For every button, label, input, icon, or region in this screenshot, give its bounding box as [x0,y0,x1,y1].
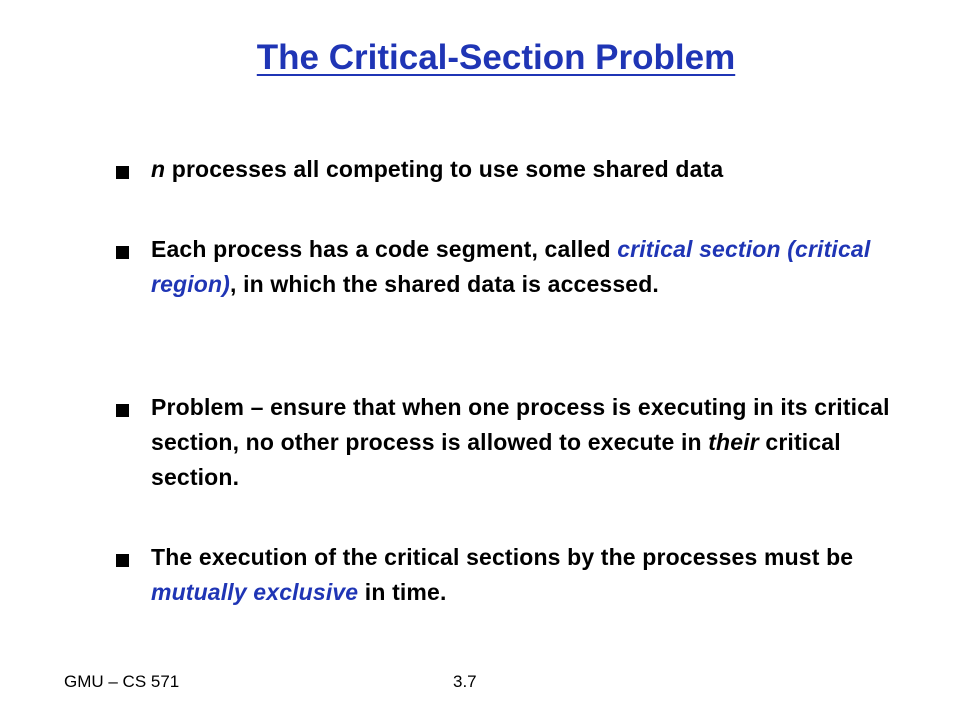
square-bullet-icon [116,166,129,179]
square-bullet-icon [116,404,129,417]
bullet-4-pre: The execution of the critical sections by the processes must be [151,544,854,570]
bullet-item-3 [116,394,916,495]
bullet-3-post: critical section. [151,429,841,490]
bullet-item-4 [116,544,916,610]
bullet-item-1 [116,156,916,187]
bullet-item-2 [116,236,916,302]
square-bullet-icon [116,554,129,567]
bullet-text-3 [151,390,916,495]
square-bullet-icon [116,246,129,259]
bullet-text-2 [151,232,916,302]
bullet-text-4 [151,540,916,610]
bullet-1-italic: n [151,156,166,182]
bullet-2-pre: Each process has a code segment, called [151,236,618,262]
footer-page-number: 3.7 [453,672,477,691]
bullet-4-highlight: mutually exclusive [151,579,359,605]
bullet-1-text: processes all competing to use some shared data [165,156,724,182]
bullet-2-highlight: critical section (critical region) [151,236,871,297]
bullet-3-italic: their [708,429,759,455]
bullet-3-pre: Problem – ensure that when one process is executing in its critical section, no other process is allowed to execute in [151,394,890,455]
bullet-4-post: in time. [358,579,447,605]
bullet-text-1 [151,152,723,187]
slide-title: The Critical-Section Problem [256,38,736,77]
bullet-2-post: , in which the shared data is accessed. [230,271,659,297]
footer-course: GMU – CS 571 [64,672,180,691]
